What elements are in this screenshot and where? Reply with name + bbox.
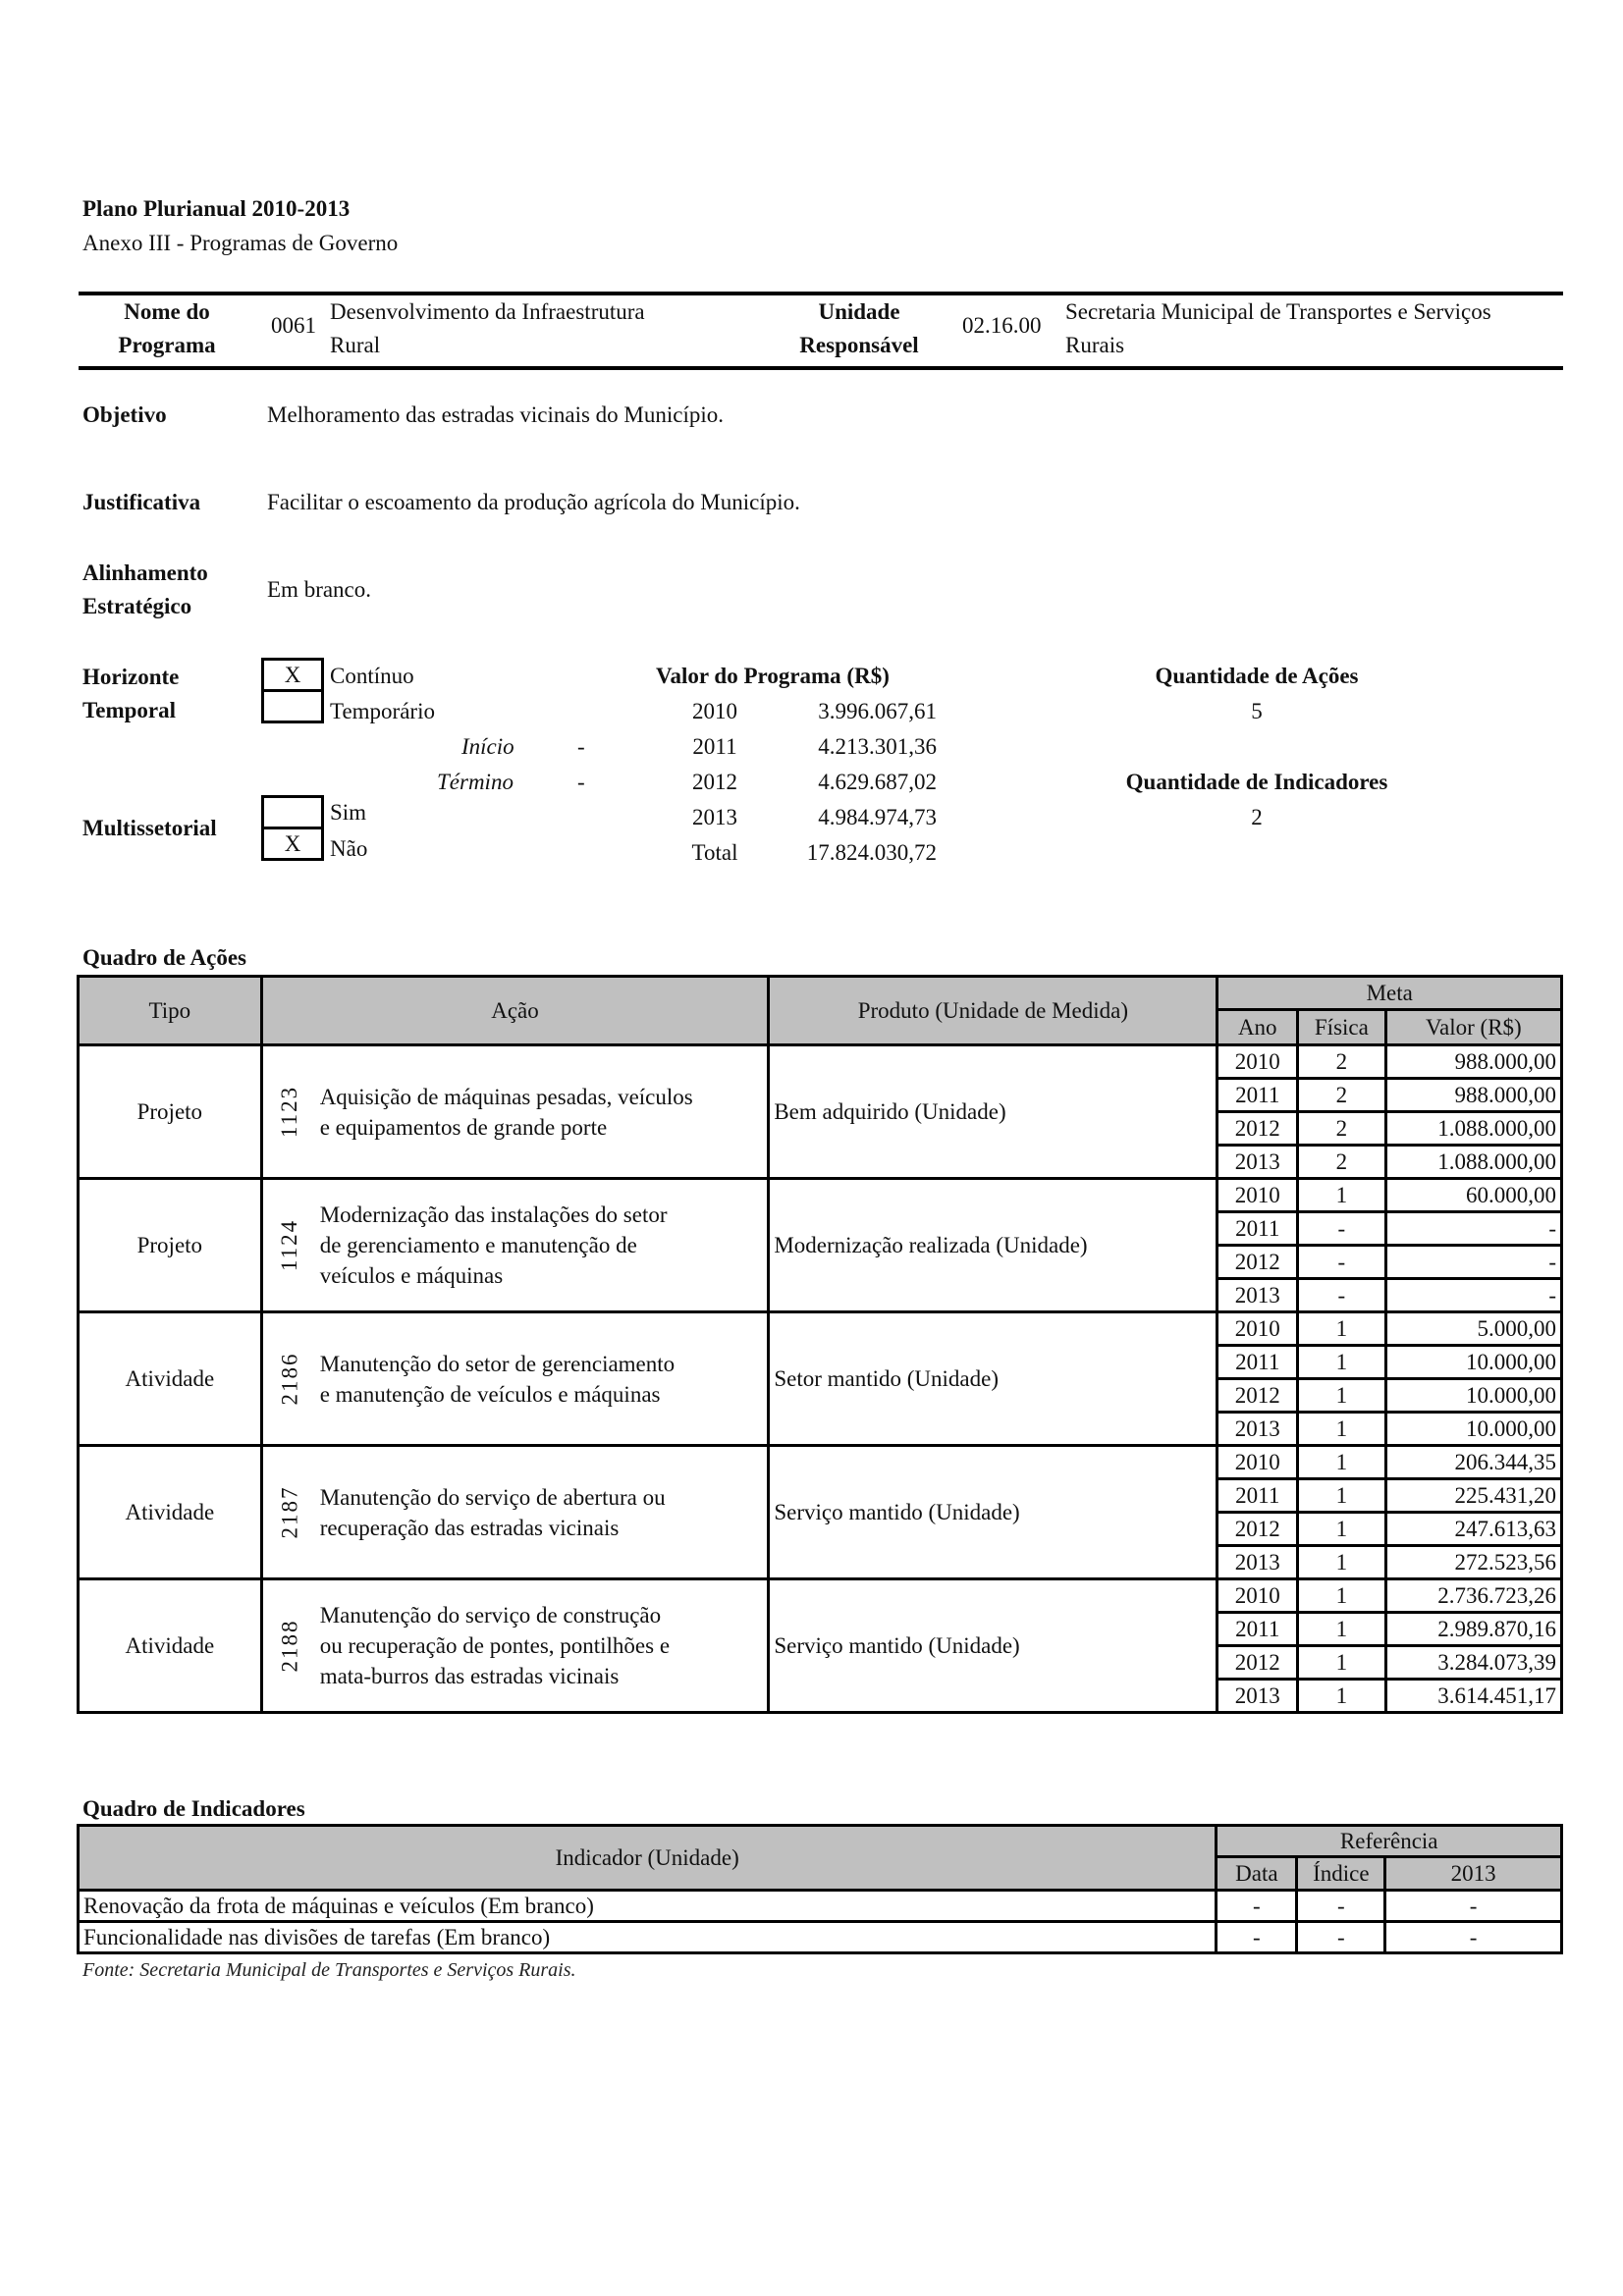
meta-fisica: 1 (1298, 1346, 1386, 1379)
meta-fisica: 1 (1298, 1513, 1386, 1546)
acao-tipo: Projeto (79, 1045, 262, 1179)
multissetorial-nao-label: Não (330, 836, 368, 861)
quadro-acoes-title: Quadro de Ações (82, 945, 246, 970)
responsible-unit-label-line1: Unidade (818, 299, 900, 324)
justificativa-value: Facilitar o escoamento da produção agrícola do Município. (267, 490, 800, 514)
meta-valor: 3.284.073,39 (1385, 1646, 1561, 1680)
acao-produto: Serviço mantido (Unidade) (769, 1446, 1217, 1579)
header-meta: Meta (1217, 977, 1562, 1010)
program-name-line2: Rural (330, 333, 381, 357)
meta-fisica: - (1298, 1246, 1386, 1279)
meta-fisica: 1 (1298, 1680, 1386, 1713)
indicador-indice: - (1297, 1922, 1385, 1953)
valor-amount: 4.629.687,02 (818, 770, 937, 794)
acao-code (261, 1579, 316, 1713)
horizonte-label-line1: Horizonte (82, 665, 180, 689)
document-title: Plano Plurianual 2010-2013 (82, 196, 351, 221)
meta-ano: 2012 (1217, 1513, 1298, 1546)
meta-valor: 2.736.723,26 (1385, 1579, 1561, 1613)
program-code: 0061 (271, 313, 316, 338)
meta-ano: 2010 (1217, 1312, 1298, 1346)
valor-total-amount: 17.824.030,72 (806, 840, 937, 865)
meta-valor: 988.000,00 (1385, 1045, 1561, 1079)
meta-valor: 225.431,20 (1385, 1479, 1561, 1513)
meta-valor: 2.989.870,16 (1385, 1613, 1561, 1646)
valor-year: 2010 (692, 699, 737, 723)
meta-valor: 247.613,63 (1385, 1513, 1561, 1546)
acao-tipo: Projeto (79, 1179, 262, 1312)
alinhamento-value: Em branco. (267, 577, 372, 602)
acao-line: Modernização das instalações do setor (319, 1202, 668, 1227)
program-name-label-line2: Programa (118, 333, 216, 357)
alinhamento-label (82, 557, 208, 623)
acao-code (261, 1312, 316, 1446)
acao-tipo: Atividade (79, 1312, 262, 1446)
meta-valor: 10.000,00 (1385, 1413, 1561, 1446)
acao-code-text: 2186 (277, 1352, 302, 1406)
meta-fisica: 2 (1298, 1045, 1386, 1079)
program-name-label (98, 295, 236, 362)
valor-total-label: Total (691, 840, 738, 865)
meta-ano: 2010 (1217, 1579, 1298, 1613)
source-footnote: Fonte: Secretaria Municipal de Transportes e Serviços Rurais. (82, 1959, 576, 1981)
meta-fisica: 1 (1298, 1579, 1386, 1613)
acao-produto: Bem adquirido (Unidade) (769, 1045, 1217, 1179)
indicador-indice: - (1297, 1891, 1385, 1922)
acoes-table (77, 975, 1563, 1714)
document-subtitle: Anexo III - Programas de Governo (82, 231, 399, 255)
acao-descricao (316, 1312, 769, 1446)
meta-ano: 2010 (1217, 1446, 1298, 1479)
justificativa-label: Justificativa (82, 490, 201, 514)
termino-value: - (577, 770, 585, 794)
acao-produto: Modernização realizada (Unidade) (769, 1179, 1217, 1312)
indicador-name: Renovação da frota de máquinas e veículos (Em branco) (79, 1891, 1217, 1922)
meta-ano: 2013 (1217, 1413, 1298, 1446)
temporario-checkbox[interactable] (261, 689, 324, 723)
meta-ano: 2012 (1217, 1646, 1298, 1680)
alinhamento-label-line1: Alinhamento (82, 561, 208, 585)
meta-ano: 2013 (1217, 1146, 1298, 1179)
table-row (79, 1922, 1562, 1953)
quadro-indicadores-title: Quadro de Indicadores (82, 1796, 305, 1821)
acao-line: Manutenção do serviço de construção (319, 1603, 662, 1628)
acao-descricao (316, 1179, 769, 1312)
meta-ano: 2010 (1217, 1045, 1298, 1079)
acao-line: Aquisição de máquinas pesadas, veículos (319, 1084, 693, 1109)
objetivo-value: Melhoramento das estradas vicinais do Município. (267, 402, 725, 427)
acao-code (261, 1179, 316, 1312)
header-referencia: Referência (1217, 1826, 1562, 1857)
valor-amount: 4.984.974,73 (818, 805, 937, 829)
meta-valor: 988.000,00 (1385, 1079, 1561, 1112)
header-acao: Ação (261, 977, 769, 1045)
meta-ano: 2010 (1217, 1179, 1298, 1212)
inicio-value: - (577, 734, 585, 759)
meta-valor: 10.000,00 (1385, 1379, 1561, 1413)
inicio-label: Início (461, 734, 514, 759)
multissetorial-sim-label: Sim (330, 800, 367, 825)
valor-programa-title: Valor do Programa (R$) (656, 664, 890, 688)
acao-line: e equipamentos de grande porte (319, 1114, 608, 1140)
meta-fisica: 1 (1298, 1446, 1386, 1479)
meta-fisica: 1 (1298, 1479, 1386, 1513)
meta-valor: 5.000,00 (1385, 1312, 1561, 1346)
meta-valor: 10.000,00 (1385, 1346, 1561, 1379)
program-name-label-line1: Nome do (124, 299, 210, 324)
responsible-unit-label (776, 295, 943, 362)
meta-valor: 206.344,35 (1385, 1446, 1561, 1479)
acao-produto: Serviço mantido (Unidade) (769, 1579, 1217, 1713)
valor-year: 2012 (692, 770, 737, 794)
table-row (79, 1045, 1562, 1079)
responsible-unit-line1: Secretaria Municipal de Transportes e Serviços (1065, 299, 1491, 324)
meta-fisica: 1 (1298, 1613, 1386, 1646)
horizonte-label (82, 661, 179, 727)
qtd-indicadores-value: 2 (1251, 805, 1263, 829)
multissetorial-label: Multissetorial (82, 816, 217, 840)
meta-fisica: - (1298, 1279, 1386, 1312)
acao-code-text: 1123 (277, 1085, 302, 1139)
meta-valor: 3.614.451,17 (1385, 1680, 1561, 1713)
table-row (79, 1579, 1562, 1613)
meta-valor: - (1385, 1279, 1561, 1312)
meta-ano: 2011 (1217, 1212, 1298, 1246)
valor-year: 2011 (692, 734, 737, 759)
acao-descricao (316, 1446, 769, 1579)
multissetorial-nao-checkbox[interactable]: X (261, 827, 324, 861)
meta-valor: 272.523,56 (1385, 1546, 1561, 1579)
meta-fisica: 1 (1298, 1413, 1386, 1446)
meta-fisica: 1 (1298, 1546, 1386, 1579)
continuo-checkbox[interactable]: X (261, 658, 324, 692)
acao-code (261, 1045, 316, 1179)
program-header-band (79, 292, 1563, 370)
meta-fisica: 1 (1298, 1646, 1386, 1680)
qtd-indicadores-label: Quantidade de Indicadores (1125, 770, 1388, 794)
acao-code-text: 2188 (277, 1619, 302, 1673)
acao-line: e manutenção de veículos e máquinas (319, 1381, 661, 1407)
meta-fisica: 2 (1298, 1146, 1386, 1179)
valor-year: 2013 (692, 805, 737, 829)
acao-line: veículos e máquinas (319, 1263, 504, 1288)
meta-fisica: 1 (1298, 1179, 1386, 1212)
meta-fisica: 2 (1298, 1079, 1386, 1112)
indicador-ano: - (1385, 1891, 1562, 1922)
acao-line: ou recuperação de pontes, pontilhões e (319, 1633, 671, 1658)
meta-valor: - (1385, 1246, 1561, 1279)
meta-ano: 2012 (1217, 1246, 1298, 1279)
meta-valor: 1.088.000,00 (1385, 1146, 1561, 1179)
acao-code (261, 1446, 316, 1579)
acao-produto: Setor mantido (Unidade) (769, 1312, 1217, 1446)
acao-line: recuperação das estradas vicinais (319, 1515, 620, 1540)
qtd-acoes-value: 5 (1251, 699, 1263, 723)
termino-label: Término (437, 770, 514, 794)
acao-tipo: Atividade (79, 1446, 262, 1579)
responsible-unit-line2: Rurais (1065, 333, 1125, 357)
table-row (79, 1312, 1562, 1346)
responsible-unit-name (1065, 295, 1491, 362)
qtd-acoes-label: Quantidade de Ações (1155, 664, 1359, 688)
acao-descricao (316, 1045, 769, 1179)
meta-ano: 2011 (1217, 1346, 1298, 1379)
meta-ano: 2013 (1217, 1279, 1298, 1312)
header-ano: Ano (1217, 1010, 1298, 1045)
meta-fisica: - (1298, 1212, 1386, 1246)
temporario-label: Temporário (330, 699, 435, 723)
indicador-ano: - (1385, 1922, 1562, 1953)
acao-code-text: 2187 (277, 1485, 302, 1539)
acao-line: mata-burros das estradas vicinais (319, 1664, 620, 1688)
meta-ano: 2011 (1217, 1613, 1298, 1646)
meta-ano: 2013 (1217, 1680, 1298, 1713)
acao-code-text: 1124 (277, 1218, 302, 1272)
meta-ano: 2011 (1217, 1079, 1298, 1112)
header-indicador: Indicador (Unidade) (79, 1826, 1217, 1891)
indicadores-table (77, 1824, 1563, 1954)
acao-line: Manutenção do setor de gerenciamento (319, 1351, 676, 1376)
meta-ano: 2011 (1217, 1479, 1298, 1513)
meta-valor: 1.088.000,00 (1385, 1112, 1561, 1146)
meta-fisica: 2 (1298, 1112, 1386, 1146)
responsible-unit-label-line2: Responsável (799, 333, 919, 357)
table-row (79, 1891, 1562, 1922)
header-data: Data (1217, 1857, 1297, 1891)
header-tipo: Tipo (79, 977, 262, 1045)
meta-ano: 2012 (1217, 1379, 1298, 1413)
continuo-label: Contínuo (330, 664, 414, 688)
meta-ano: 2013 (1217, 1546, 1298, 1579)
acao-descricao (316, 1579, 769, 1713)
table-row (79, 1446, 1562, 1479)
header-produto: Produto (Unidade de Medida) (769, 977, 1217, 1045)
meta-valor: - (1385, 1212, 1561, 1246)
meta-valor: 60.000,00 (1385, 1179, 1561, 1212)
header-fisica: Física (1298, 1010, 1386, 1045)
indicador-name: Funcionalidade nas divisões de tarefas (Em branco) (79, 1922, 1217, 1953)
program-name-line1: Desenvolvimento da Infraestrutura (330, 299, 645, 324)
multissetorial-sim-checkbox[interactable] (261, 795, 324, 829)
meta-fisica: 1 (1298, 1312, 1386, 1346)
acao-line: Manutenção do serviço de abertura ou (319, 1484, 666, 1510)
header-ano: 2013 (1385, 1857, 1562, 1891)
table-row (79, 1179, 1562, 1212)
indicador-data: - (1217, 1922, 1297, 1953)
responsible-unit-code: 02.16.00 (962, 313, 1042, 338)
header-valor: Valor (R$) (1385, 1010, 1561, 1045)
meta-ano: 2012 (1217, 1112, 1298, 1146)
meta-fisica: 1 (1298, 1379, 1386, 1413)
acao-tipo: Atividade (79, 1579, 262, 1713)
indicador-data: - (1217, 1891, 1297, 1922)
valor-amount: 4.213.301,36 (818, 734, 937, 759)
acao-line: de gerenciamento e manutenção de (319, 1233, 637, 1257)
valor-amount: 3.996.067,61 (818, 699, 937, 723)
horizonte-label-line2: Temporal (82, 698, 176, 722)
objetivo-label: Objetivo (82, 402, 167, 427)
header-indice: Índice (1297, 1857, 1385, 1891)
alinhamento-label-line2: Estratégico (82, 594, 192, 618)
program-name (330, 295, 645, 362)
